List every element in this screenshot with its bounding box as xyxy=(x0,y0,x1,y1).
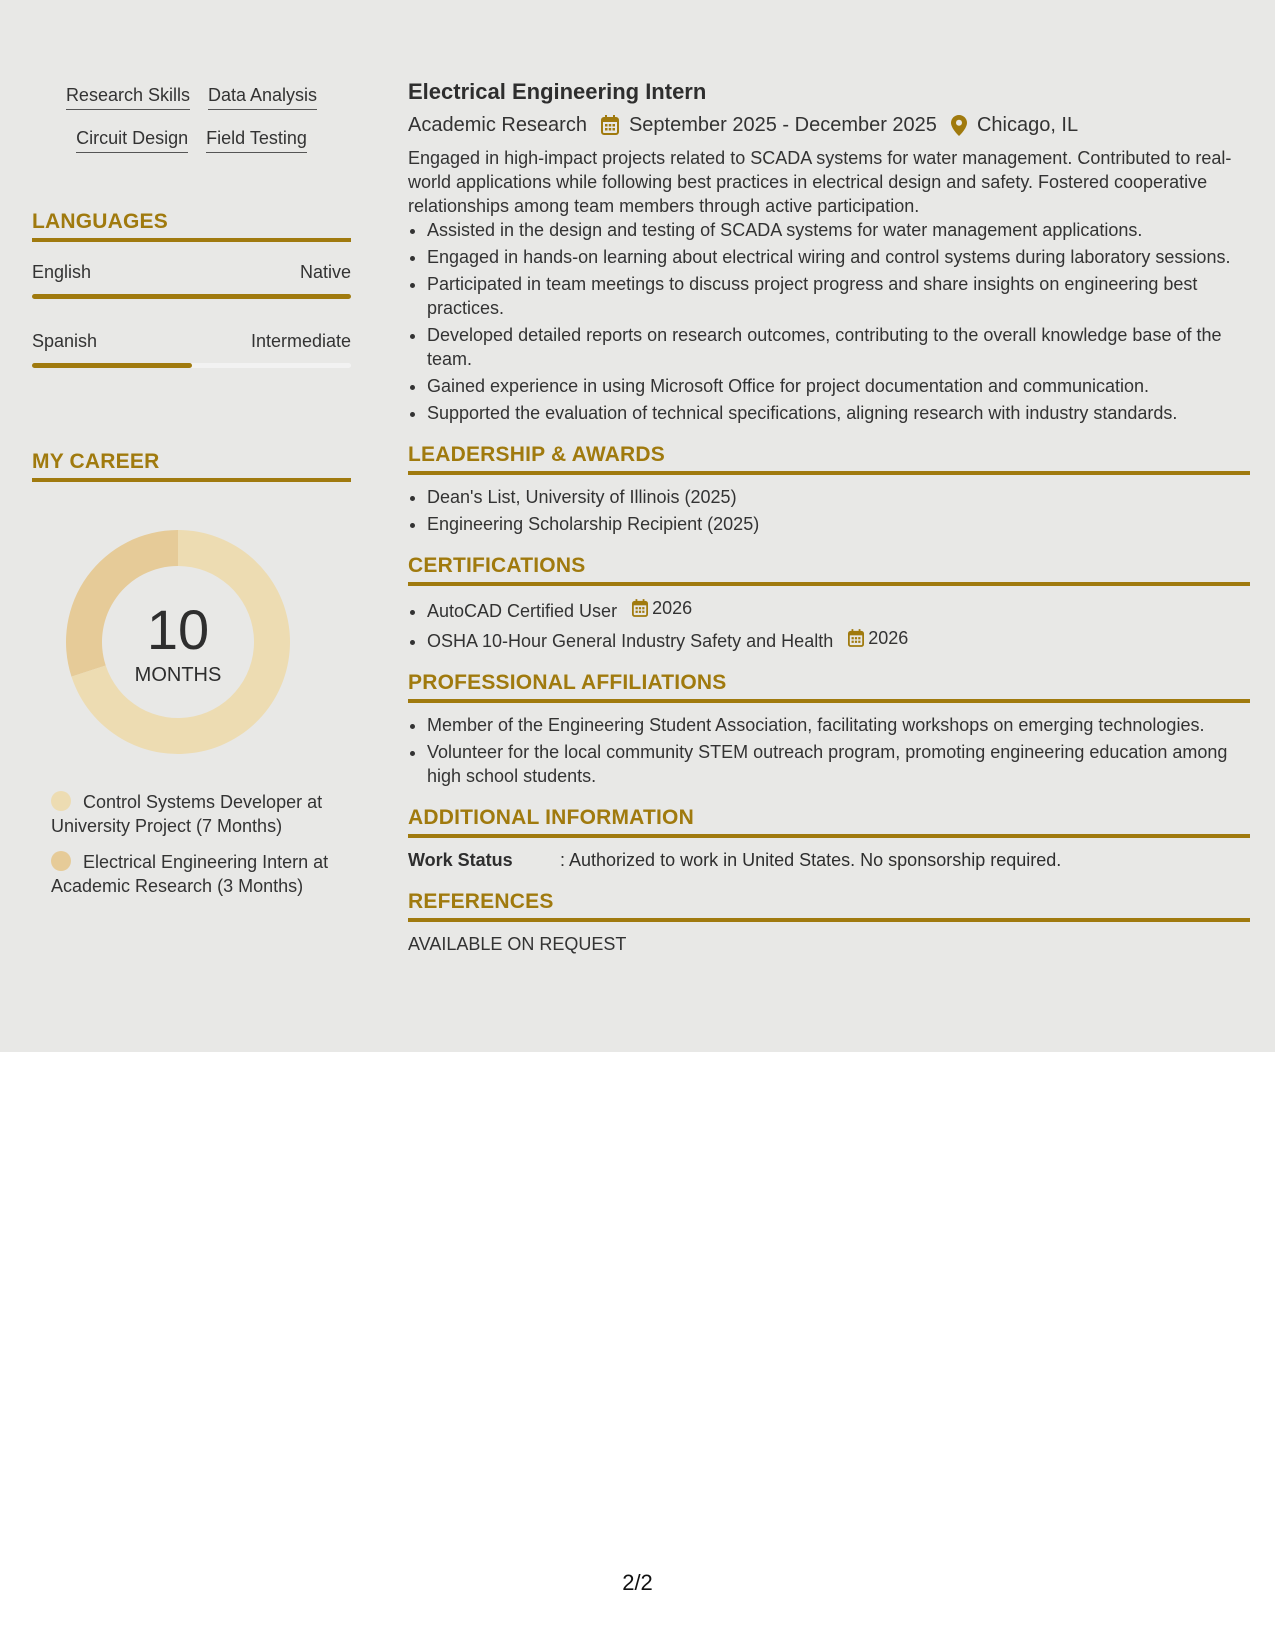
calendar-icon xyxy=(848,629,864,647)
job-company: Academic Research xyxy=(408,114,587,136)
list-item: • Member of the Engineering Student Association, facilitating workshops on emerging technologies. xyxy=(427,713,1250,737)
languages-section xyxy=(32,210,351,368)
certification-item xyxy=(427,596,1250,623)
certifications-heading: CERTIFICATIONS xyxy=(408,554,1250,586)
work-status-value: : Authorized to work in United States. No sponsorship required. xyxy=(560,850,1062,870)
certification-year: 2026 xyxy=(652,598,693,618)
career-total-unit: MONTHS xyxy=(134,664,222,686)
language-bar xyxy=(32,363,351,368)
list-item: • Engineering Scholarship Recipient (2025) xyxy=(427,512,1250,536)
leadership-section xyxy=(408,443,1250,536)
language-bar-fill xyxy=(32,363,192,368)
job-bullets xyxy=(408,218,1250,425)
job-meta xyxy=(408,112,1250,138)
job-title: Electrical Engineering Intern xyxy=(408,79,707,104)
list-item: • Gained experience in using Microsoft Office for project documentation and communication. xyxy=(427,374,1250,398)
list-item: • Engaged in hands-on learning about electrical wiring and control systems during laboratory sessions. xyxy=(427,245,1250,269)
certification-name: AutoCAD Certified User xyxy=(427,601,618,621)
skill-tag: Research Skills xyxy=(66,84,190,110)
certification-year: 2026 xyxy=(868,628,909,648)
skills-row xyxy=(32,84,351,110)
list-item: • Participated in team meetings to discuss project progress and share insights on engineering best practices. xyxy=(427,272,1250,320)
work-status-row xyxy=(408,848,1250,872)
additional-info-heading: ADDITIONAL INFORMATION xyxy=(408,806,1250,838)
skill-tag: Data Analysis xyxy=(208,84,317,110)
references-section xyxy=(408,890,1250,956)
calendar-icon xyxy=(632,599,648,617)
legend-item xyxy=(51,790,331,838)
map-pin-icon xyxy=(951,115,967,136)
job-dates: September 2025 - December 2025 xyxy=(628,114,937,136)
certification-item xyxy=(427,626,1250,653)
list-item: • Dean's List, University of Illinois (2025) xyxy=(427,485,1250,509)
legend-swatch xyxy=(51,851,71,871)
language-item xyxy=(32,262,351,299)
certification-name: OSHA 10-Hour General Industry Safety and Health xyxy=(427,631,834,651)
language-level: Intermediate xyxy=(250,331,351,351)
calendar-icon xyxy=(601,115,619,135)
references-heading: REFERENCES xyxy=(408,890,1250,922)
legend-swatch xyxy=(51,791,71,811)
languages-heading: LANGUAGES xyxy=(32,210,351,242)
language-level: Native xyxy=(299,262,351,282)
job-location: Chicago, IL xyxy=(976,114,1079,136)
legend-label: Electrical Engineering Intern at Academic Research (3 Months) xyxy=(51,852,329,896)
work-status-label: Work Status xyxy=(408,850,513,870)
skills-row xyxy=(32,127,351,153)
list-item: • Volunteer for the local community STEM outreach program, promoting engineering education among high school students. xyxy=(427,740,1250,788)
career-legend xyxy=(51,790,331,910)
language-name: English xyxy=(32,262,92,282)
career-donut-chart xyxy=(66,530,290,754)
career-total-value: 10 xyxy=(146,598,210,661)
skill-tag: Field Testing xyxy=(206,127,307,153)
experience-entry xyxy=(408,78,1250,425)
skill-tag: Circuit Design xyxy=(76,127,188,153)
page-number: 2/2 xyxy=(622,1570,653,1595)
references-text: AVAILABLE ON REQUEST xyxy=(408,934,627,954)
legend-label: Control Systems Developer at University Project (7 Months) xyxy=(51,792,323,836)
language-bar xyxy=(32,294,351,299)
career-section xyxy=(32,450,351,896)
list-item: • Developed detailed reports on research outcomes, contributing to the overall knowledge base of the team. xyxy=(427,323,1250,371)
leadership-heading: LEADERSHIP & AWARDS xyxy=(408,443,1250,475)
language-item xyxy=(32,331,351,368)
affiliations-section xyxy=(408,671,1250,788)
language-bar-fill xyxy=(32,294,351,299)
certifications-section xyxy=(408,554,1250,653)
right-column xyxy=(408,78,1250,956)
career-heading: MY CAREER xyxy=(32,450,351,482)
skills-list xyxy=(32,84,351,170)
list-item: • Supported the evaluation of technical specifications, aligning research with industry standards. xyxy=(427,401,1250,425)
affiliations-heading: PROFESSIONAL AFFILIATIONS xyxy=(408,671,1250,703)
language-name: Spanish xyxy=(32,331,98,351)
list-item: • Assisted in the design and testing of SCADA systems for water management applications. xyxy=(427,218,1250,242)
legend-item xyxy=(51,850,331,898)
job-description: Engaged in high-impact projects related to SCADA systems for water management. Contributed to real-world applications while following best practices in electrical design and safety. Fostered cooperative relationships among team members through active participation. xyxy=(408,148,1232,216)
additional-info-section xyxy=(408,806,1250,872)
